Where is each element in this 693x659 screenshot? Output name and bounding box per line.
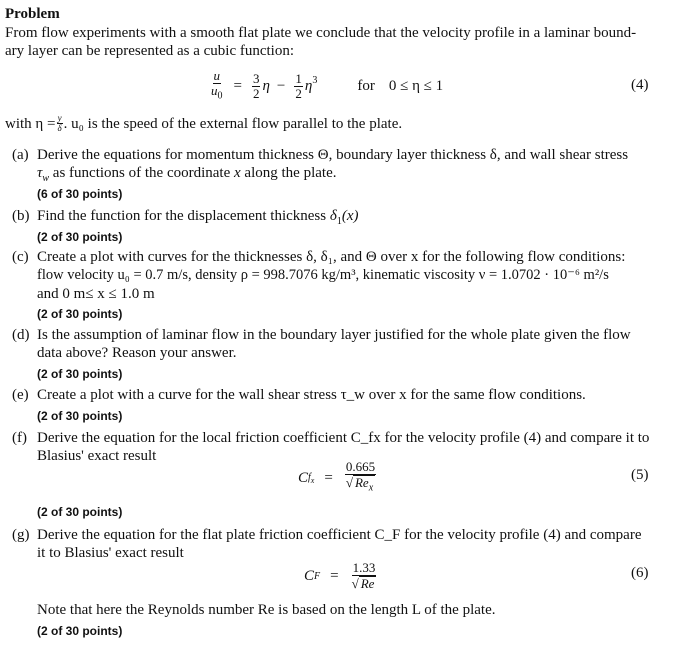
part-a-end: along the plate. [240, 165, 337, 181]
eq4-coef2-den: 2 [295, 85, 302, 101]
part-e-points: (2 of 30 points) [37, 409, 123, 423]
eq5-denominator: Re [354, 475, 369, 491]
with-eta-suffix: . u₀ is the speed of the external flow parallel to the plate. [63, 115, 403, 132]
intro-line-1: From flow experiments with a smooth flat plate we conclude that the velocity profile in a laminar bound- [5, 25, 637, 41]
part-a-points: (6 of 30 points) [37, 187, 123, 201]
eq4-cube: 3 [312, 74, 318, 86]
part-a-tau-sub: w [42, 173, 50, 184]
equation-4 [208, 66, 443, 106]
part-a-rest: as functions of the coordinate [49, 165, 234, 181]
part-c-line-1: Create a plot with curves for the thicknesses δ, δ₁, and Θ over x for the following flow conditions: [37, 249, 626, 265]
equation-5 [298, 456, 378, 500]
with-eta-num: y [57, 113, 62, 123]
part-f-line-1: Derive the equation for the local friction coefficient C_fx for the velocity profile (4) and compare it to [37, 430, 650, 446]
eq5-number: (5) [631, 467, 649, 483]
eq5-equals: = [324, 469, 333, 486]
part-a-line-2 [37, 164, 336, 188]
part-e-label: (e) [12, 387, 29, 403]
part-b-delta: δ [329, 208, 337, 224]
part-f-line-2: Blasius' exact result [37, 448, 157, 464]
part-a-x: x [234, 165, 241, 181]
part-b-delta-sub: 1 [336, 216, 342, 227]
part-b-line-1 [37, 207, 359, 231]
eq4-coef1 [252, 72, 261, 101]
part-c-line-2: flow velocity u₀ = 0.7 m/s, density ρ = 998.7076 kg/m³, kinematic viscosity ν = 1.0702 · 10⁻⁶ m²/s [37, 267, 609, 283]
eq4-coef1-num: 3 [252, 70, 260, 86]
eq4-lhs-numerator: u [213, 67, 220, 83]
part-d-points: (2 of 30 points) [37, 367, 123, 381]
part-c-points: (2 of 30 points) [37, 307, 123, 321]
eq6-numerator: 1.33 [352, 560, 376, 575]
eq5-numerator: 0.665 [345, 459, 376, 475]
part-g-note: Note that here the Reynolds number Re is based on the length L of the plate. [37, 602, 496, 618]
with-eta-prefix: with η = [5, 115, 56, 132]
eq5-denominator-sub: x [368, 482, 374, 494]
part-f-points: (2 of 30 points) [37, 505, 123, 519]
part-g-points: (2 of 30 points) [37, 624, 123, 638]
part-c-label: (c) [12, 249, 29, 265]
part-a-line-1: Derive the equations for momentum thickness Θ, boundary layer thickness δ, and wall shear stress [37, 147, 629, 163]
eq4-equals: = [233, 77, 242, 94]
with-eta-line [5, 114, 402, 133]
eq4-for: for [357, 77, 375, 94]
eq4-eta-2: η [304, 77, 313, 94]
eq4-number: (4) [631, 77, 649, 93]
part-d-label: (d) [12, 327, 30, 343]
eq6-number: (6) [631, 565, 649, 581]
part-d-line-2: data above? Reason your answer. [37, 345, 237, 361]
part-g-line-2: it to Blasius' exact result [37, 545, 184, 561]
eq4-lhs-fraction [210, 69, 224, 104]
eq4-lhs-denominator: u [211, 82, 218, 98]
part-c-line-3: and 0 m≤ x ≤ 1.0 m [37, 286, 155, 302]
part-e-line-1: Create a plot with a curve for the wall shear stress τ_w over x for the same flow conditions. [37, 387, 586, 403]
part-b-prefix: Find the function for the displacement thickness [37, 208, 330, 224]
part-a-label: (a) [12, 147, 29, 163]
intro-line-2: ary layer can be represented as a cubic function: [5, 43, 295, 59]
eq4-coef2-num: 1 [295, 70, 302, 86]
eq6-equals: = [330, 567, 339, 584]
equation-6 [304, 554, 379, 598]
eq4-coef2 [294, 72, 303, 101]
eq5-fraction: $\frac{0.665}{√ Re_x}$ [345, 459, 376, 494]
eq4-coef1-den: 2 [252, 85, 260, 101]
part-d-line-1: Is the assumption of laminar flow in the boundary layer justified for the whole plate given the flow [37, 327, 631, 343]
part-f-label: (f) [12, 430, 27, 446]
part-g-label: (g) [12, 527, 30, 543]
with-eta-fraction [56, 114, 62, 133]
eq4-eta-1: η [262, 77, 270, 94]
eq6-lhs: C [304, 567, 315, 584]
part-g-line-1: Derive the equation for the flat plate friction coefficient C_F for the velocity profile (4) and compare [37, 527, 642, 543]
eq4-minus: − [276, 77, 286, 94]
part-a-tau: τ [37, 165, 43, 181]
problem-title: Problem [5, 6, 60, 22]
eq6-denominator: Re [360, 576, 375, 591]
eq6-fraction: $\frac{1.33}{√ Re}$ [351, 560, 376, 591]
eq5-lhs-subsub: x [310, 475, 315, 485]
part-b-arg: (x) [341, 208, 359, 224]
eq6-lhs-sub: F [314, 570, 321, 582]
eq4-range: 0 ≤ η ≤ 1 [388, 77, 444, 94]
eq5-lhs: C [298, 469, 309, 486]
eq4-lhs-denominator-sub: 0 [217, 90, 223, 102]
eq5-lhs-sub: f [308, 471, 311, 483]
with-eta-den: δ [57, 123, 62, 133]
part-b-label: (b) [12, 208, 30, 224]
part-b-points: (2 of 30 points) [37, 230, 123, 244]
